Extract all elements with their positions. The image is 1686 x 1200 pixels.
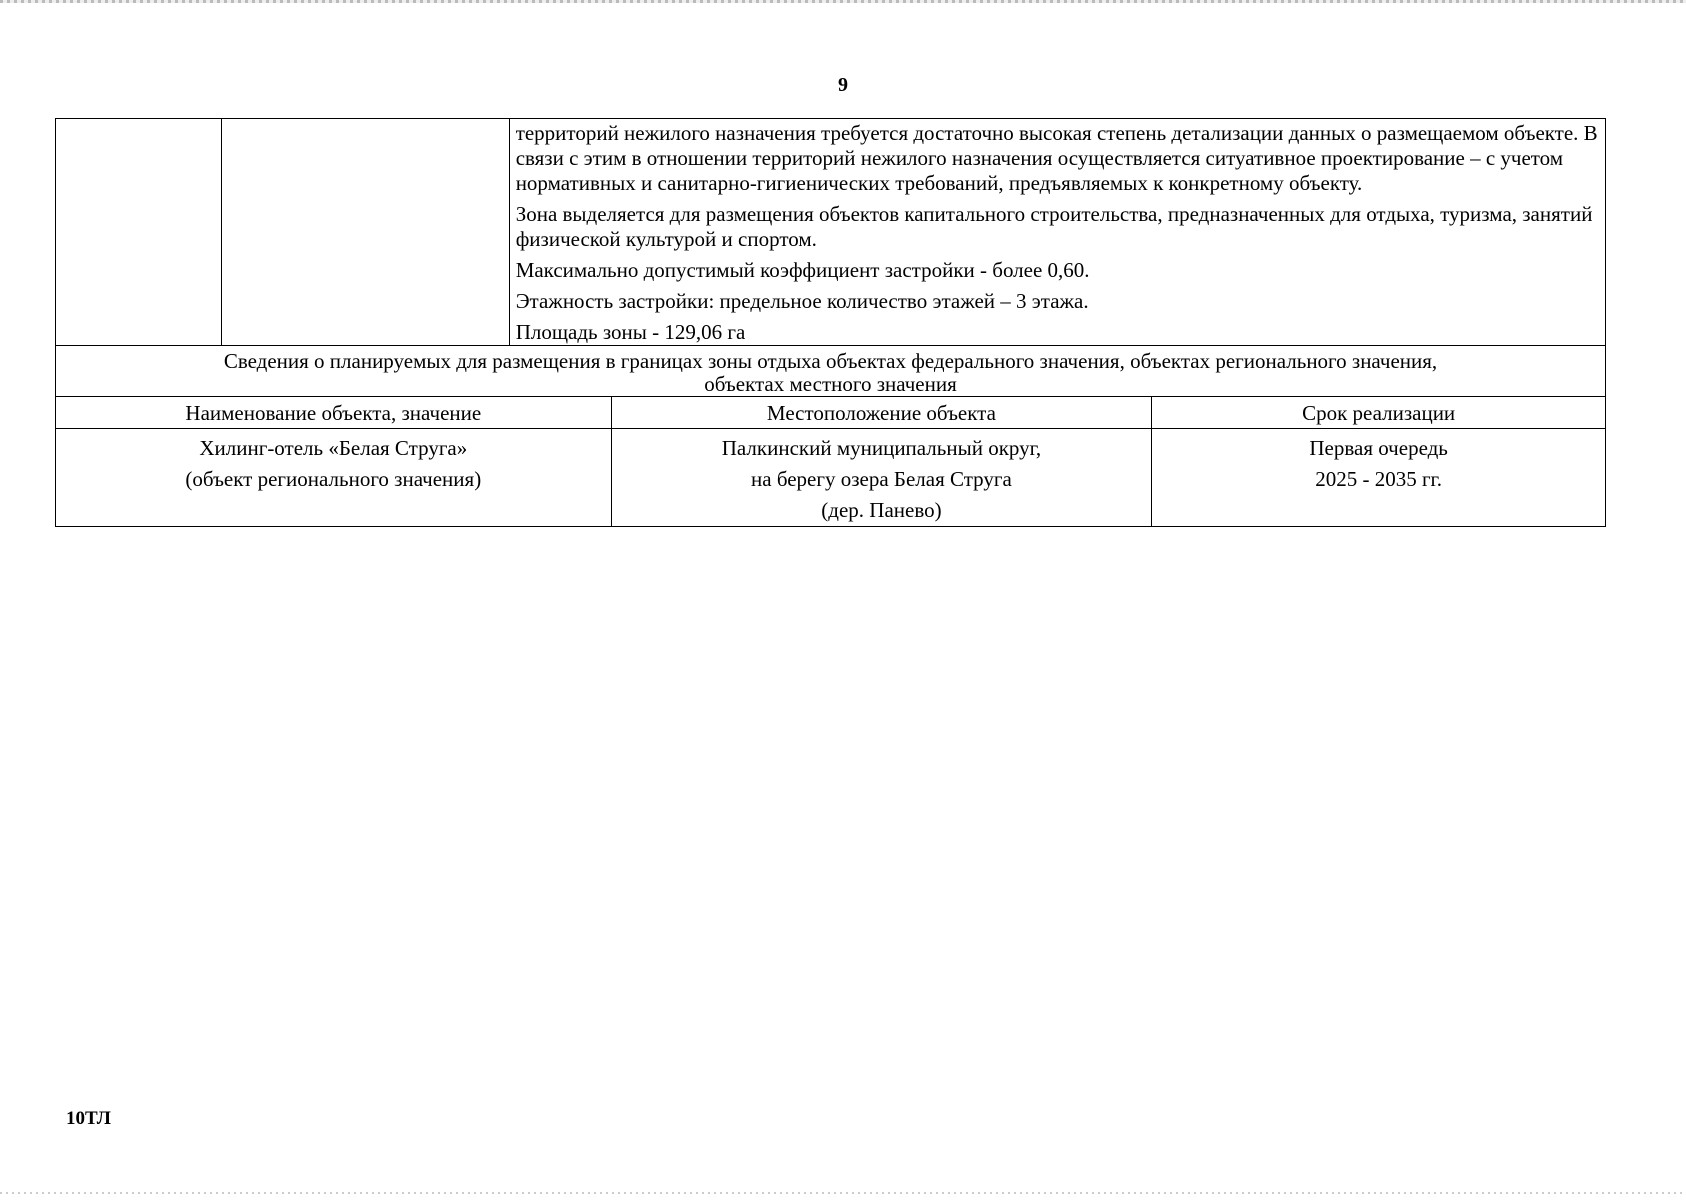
term-stage: Первая очередь xyxy=(1309,436,1448,460)
zone-table xyxy=(55,118,1606,527)
section-title-line-1: Сведения о планируемых для размещения в границах зоны отдыха объектах федерального значения, объектах регионального значения, xyxy=(223,349,1438,373)
location-line-3: (дер. Панево) xyxy=(821,498,942,522)
empty-cell-2 xyxy=(221,119,509,346)
header-name: Наименование объекта, значение xyxy=(56,397,612,429)
location-line-1: Палкинский муниципальный округ, xyxy=(721,436,1042,460)
section-title-line-2: объектах местного значения xyxy=(704,372,957,396)
zone-description-cell xyxy=(509,119,1605,346)
object-term-cell xyxy=(1152,429,1606,527)
section-title xyxy=(56,346,1606,397)
object-name-cell xyxy=(56,429,612,527)
object-location-cell xyxy=(611,429,1152,527)
scan-edge-bottom xyxy=(0,1192,1686,1194)
header-term: Срок реализации xyxy=(1152,397,1606,429)
scan-edge-top xyxy=(0,0,1686,3)
term-years: 2025 - 2035 гг. xyxy=(1315,467,1443,491)
table-row xyxy=(56,429,1606,527)
footer-code: 10ТЛ xyxy=(66,1108,111,1129)
zone-description-row xyxy=(56,119,1606,346)
object-significance: (объект регионального значения) xyxy=(185,467,482,491)
description-paragraph-1: территорий нежилого назначения требуется достаточно высокая степень детализации данных о размещаемом объекте. В связи с этим в отношении территорий нежилого назначения осуществляется ситуативное проектирование – с учетом нормативных и санитарно-гигиенических требований, предъявляемых к конкретному объекту. xyxy=(515,121,1598,195)
empty-cell-1 xyxy=(56,119,222,346)
page-number: 9 xyxy=(838,74,848,96)
location-line-2: на берегу озера Белая Струга xyxy=(751,467,1012,491)
header-location: Местоположение объекта xyxy=(611,397,1152,429)
description-paragraph-3: Максимально допустимый коэффициент застройки - более 0,60. xyxy=(515,258,1090,282)
description-paragraph-2: Зона выделяется для размещения объектов капитального строительства, предназначенных для отдыха, туризма, занятий физической культурой и спортом. xyxy=(515,202,1593,251)
table-header-row xyxy=(56,397,1606,429)
description-paragraph-4: Этажность застройки: предельное количество этажей – 3 этажа. xyxy=(515,289,1089,313)
object-name: Хилинг-отель «Белая Струга» xyxy=(199,436,468,460)
description-paragraph-5: Площадь зоны - 129,06 га xyxy=(515,320,746,344)
section-title-row xyxy=(56,346,1606,397)
